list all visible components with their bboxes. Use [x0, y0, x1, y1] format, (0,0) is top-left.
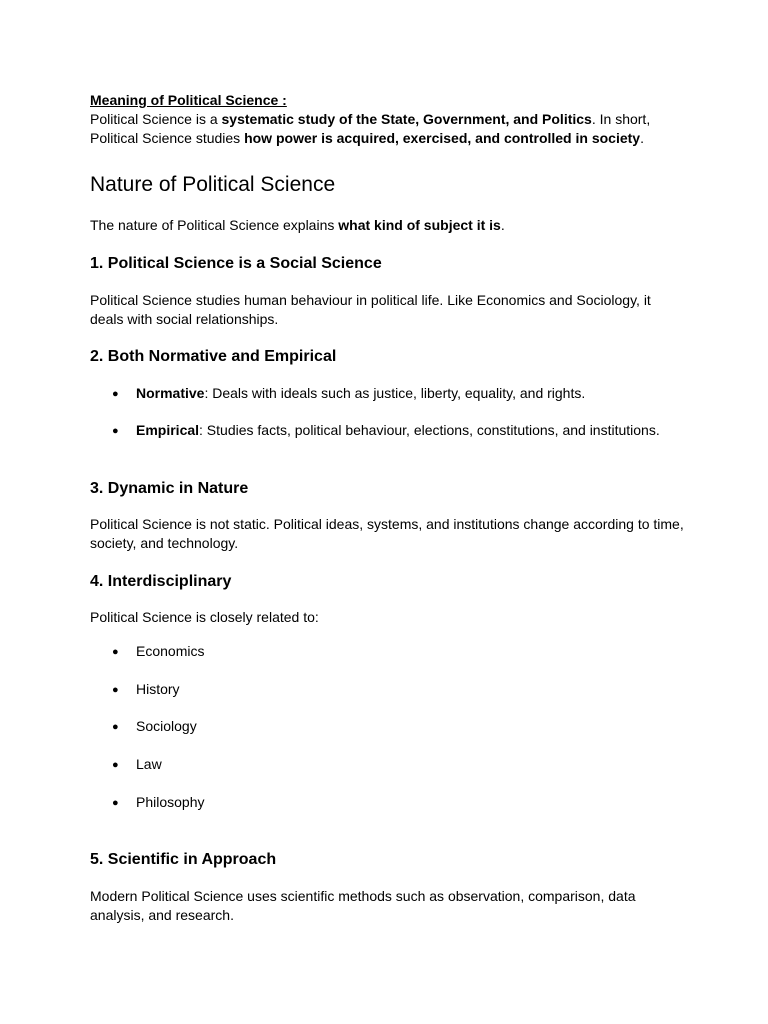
- list-item-text: Law: [136, 756, 162, 772]
- nature-heading: Nature of Political Science: [90, 173, 336, 196]
- list-item: [112, 793, 702, 813]
- bullet-icon: ●: [112, 425, 119, 437]
- list-item: [112, 755, 702, 775]
- section-4-intro: Political Science is closely related to:: [90, 609, 319, 625]
- section-2-heading: 2. Both Normative and Empirical: [90, 348, 337, 365]
- list-item: [112, 680, 702, 700]
- section-3-body: [90, 515, 690, 553]
- section-3-heading: 3. Dynamic in Nature: [90, 480, 249, 497]
- nature-intro-text: The nature of Political Science explains: [90, 217, 339, 233]
- list-item-text: : Studies facts, political behaviour, elections, constitutions, and institutions.: [199, 422, 660, 438]
- bullet-icon: ●: [112, 684, 119, 696]
- meaning-line-1: [90, 110, 690, 129]
- list-item-text: History: [136, 681, 180, 697]
- section-1-line-1: Political Science studies human behaviour in political life. Like Economics and Sociology, it: [90, 292, 651, 308]
- list-item-term: Normative: [136, 385, 205, 401]
- list-item-text: Economics: [136, 643, 205, 659]
- meaning-text: Political Science studies: [90, 130, 245, 146]
- meaning-text: Political Science is a: [90, 111, 222, 127]
- section-3-line-1: Political Science is not static. Political ideas, systems, and institutions change according to time,: [90, 516, 684, 532]
- section-4-heading: 4. Interdisciplinary: [90, 573, 232, 590]
- meaning-section: [90, 91, 690, 148]
- list-item: [112, 642, 702, 662]
- section-3-line-2: society, and technology.: [90, 535, 239, 551]
- section-5-line-2: analysis, and research.: [90, 907, 234, 923]
- meaning-emphasis: systematic study of the State, Government, and Politics: [221, 111, 592, 127]
- nature-intro-text: .: [500, 217, 505, 233]
- list-item-text: : Deals with ideals such as justice, liberty, equality, and rights.: [204, 385, 586, 401]
- list-item-term: Empirical: [136, 422, 200, 438]
- section-5-body: [90, 887, 690, 925]
- section-5-line-1: Modern Political Science uses scientific methods such as observation, comparison, data: [90, 888, 636, 904]
- list-item-text: Philosophy: [136, 794, 205, 810]
- section-1-body: [90, 291, 690, 329]
- nature-intro-emphasis: what kind of subject it is: [338, 217, 501, 233]
- meaning-title: Meaning of Political Science :: [90, 92, 287, 108]
- meaning-text: .: [640, 130, 644, 146]
- section-5-heading: 5. Scientific in Approach: [90, 851, 277, 868]
- section-1-heading: 1. Political Science is a Social Science: [90, 255, 382, 272]
- list-item-normative: [112, 384, 702, 404]
- bullet-icon: ●: [112, 759, 119, 771]
- list-item-text: Sociology: [136, 718, 197, 734]
- meaning-text: . In short,: [591, 111, 651, 127]
- list-item: [112, 717, 702, 737]
- list-item-empirical: [112, 421, 702, 441]
- meaning-emphasis: how power is acquired, exercised, and controlled in society: [244, 130, 641, 146]
- bullet-icon: ●: [112, 646, 119, 658]
- meaning-line-2: [90, 129, 690, 148]
- bullet-icon: ●: [112, 721, 119, 733]
- bullet-icon: ●: [112, 797, 119, 809]
- nature-intro: [90, 216, 690, 235]
- section-1-line-2: deals with social relationships.: [90, 311, 279, 327]
- bullet-icon: ●: [112, 388, 119, 400]
